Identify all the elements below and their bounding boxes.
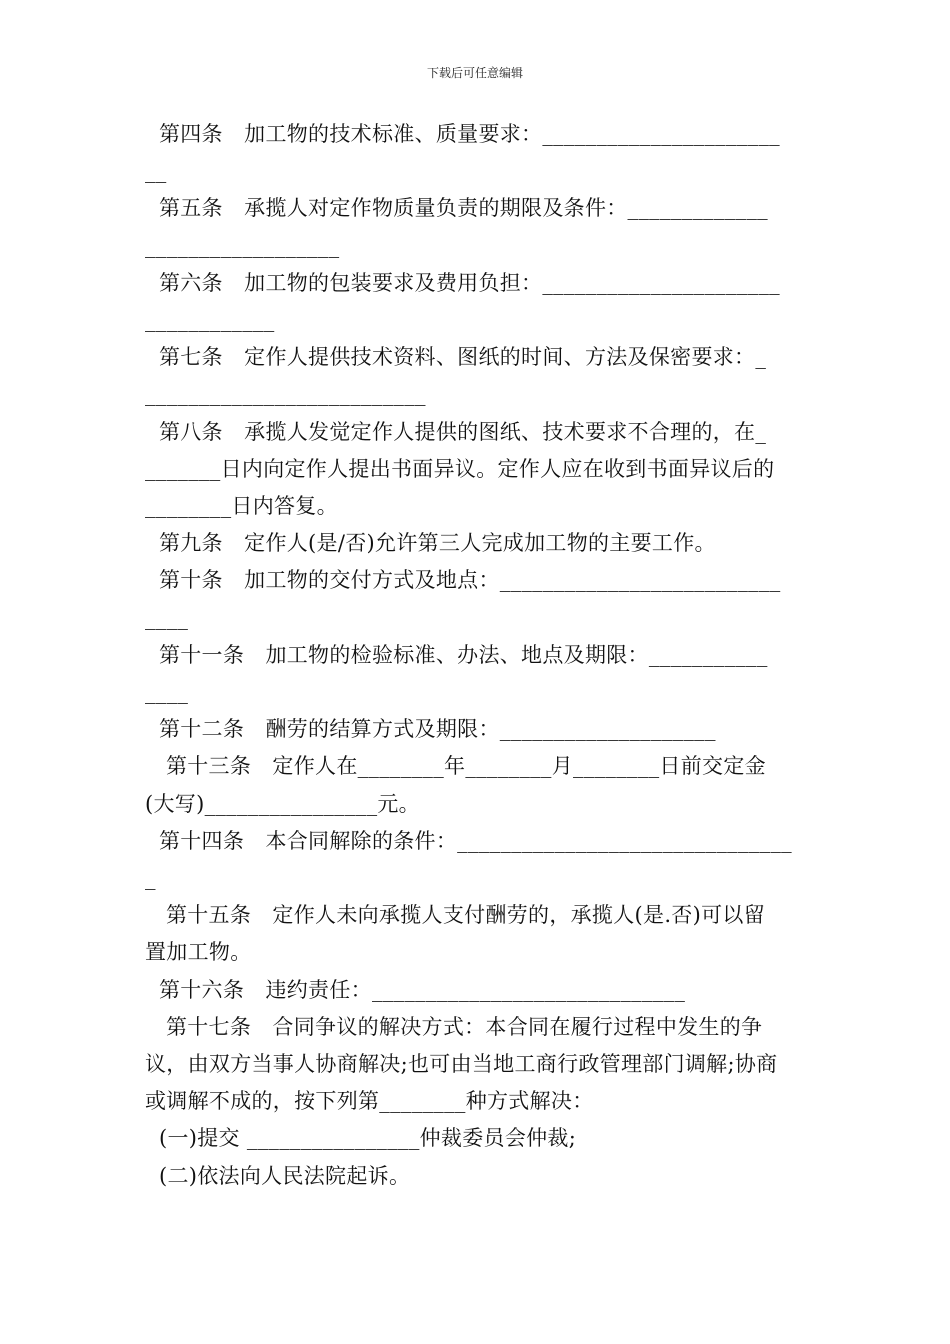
option-2: (二)依法向人民法院起诉。	[145, 1163, 411, 1188]
article-17: 第十七条 合同争议的解决方式：本合同在履行过程中发生的争 议，由双方当事人协商解决;也可由当地工商行政管理部门调解;协商 或调解不成的，按下列第________种方式解决：	[145, 1014, 778, 1114]
article-12: 第十二条 酬劳的结算方式及期限：____________________	[145, 717, 716, 742]
article-10: 第十条 加工物的交付方式及地点：__________________________ ____	[145, 568, 781, 630]
article-5: 第五条 承揽人对定作物质量负责的期限及条件：_____________ __________________	[145, 196, 768, 258]
article-15: 第十五条 定作人未向承揽人支付酬劳的，承揽人(是.否)可以留 置加工物。	[145, 903, 765, 965]
page-header: 下载后可任意编辑	[426, 66, 523, 80]
option-1: (一)提交 ________________仲裁委员会仲裁;	[145, 1126, 577, 1151]
article-4: 第四条 加工物的技术标准、质量要求：______________________ __	[145, 122, 780, 184]
article-14: 第十四条 本合同解除的条件：_______________________________ _	[145, 828, 792, 891]
contract-body	[145, 116, 807, 1195]
article-13: 第十三条 定作人在________年________月________日前交定金 (大写)________________元。	[145, 754, 766, 816]
article-11: 第十一条 加工物的检验标准、办法、地点及期限：___________ ____	[145, 642, 768, 705]
article-8: 第八条 承揽人发觉定作人提供的图纸、技术要求不合理的，在_ _______日内向定作人提出书面异议。定作人应在收到书面异议后的 ________日内答复。	[145, 419, 775, 519]
article-6: 第六条 加工物的包装要求及费用负担：______________________ ____________	[145, 270, 780, 333]
article-7: 第七条 定作人提供技术资料、图纸的时间、方法及保密要求：_ __________________________	[145, 345, 767, 407]
article-16: 第十六条 违约责任：_____________________________	[145, 977, 686, 1002]
article-9: 第九条 定作人(是/否)允许第三人完成加工物的主要工作。	[145, 531, 716, 556]
